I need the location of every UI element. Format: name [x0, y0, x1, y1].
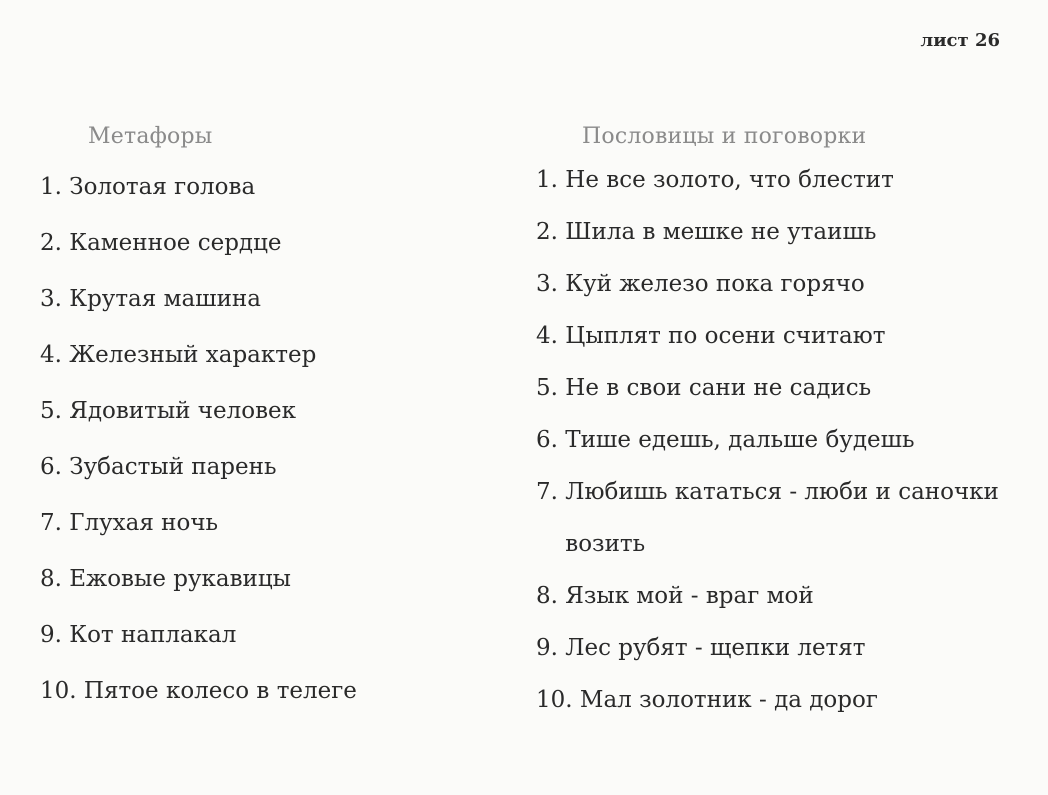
item-number: 3. — [536, 271, 566, 297]
item-number: 3. — [40, 286, 70, 312]
item-text: Глухая ночь — [69, 510, 219, 536]
item-number: 6. — [40, 454, 70, 480]
item-number: 7. — [536, 479, 566, 505]
item-number: 1. — [536, 167, 566, 193]
metaphor-item — [40, 621, 510, 677]
item-text: Кот наплакал — [69, 622, 237, 648]
metaphor-item — [40, 397, 510, 453]
item-number: 4. — [536, 323, 566, 349]
item-number: 9. — [536, 635, 566, 661]
proverb-item — [536, 635, 1026, 687]
item-text: Железный характер — [69, 342, 317, 368]
item-number: 2. — [40, 230, 70, 256]
metaphor-item — [40, 677, 510, 733]
item-number: 1. — [40, 174, 70, 200]
metaphor-item — [40, 285, 510, 341]
metaphor-item — [40, 509, 510, 565]
item-text: Зубастый парень — [69, 454, 277, 480]
item-number: 10. — [40, 678, 84, 704]
proverb-item — [536, 323, 1026, 375]
item-text: Каменное сердце — [69, 230, 282, 256]
item-text: Мал золотник - да дорог — [579, 687, 878, 713]
item-number: 8. — [40, 566, 70, 592]
metaphor-item — [40, 565, 510, 621]
proverbs-column — [536, 124, 1026, 739]
item-text: Не все золото, что блестит — [565, 167, 894, 193]
item-number: 2. — [536, 219, 566, 245]
item-number: 7. — [40, 510, 70, 536]
item-text: Язык мой - враг мой — [565, 583, 814, 609]
item-text: Пятое колесо в телеге — [83, 678, 357, 704]
item-text: Лес рубят - щепки летят — [565, 635, 866, 661]
item-text: Крутая машина — [69, 286, 261, 312]
proverb-item — [536, 271, 1026, 323]
item-text: Тише едешь, дальше будешь — [565, 427, 915, 453]
metaphors-list — [40, 173, 510, 733]
metaphor-item — [40, 229, 510, 285]
item-number: 9. — [40, 622, 70, 648]
item-text: Любишь кататься - люби и саночки возить — [565, 479, 999, 557]
item-number: 5. — [536, 375, 566, 401]
proverb-item — [536, 375, 1026, 427]
metaphors-column — [40, 124, 510, 733]
sheet-number: лист 26 — [920, 30, 1000, 51]
proverbs-heading: Пословицы и поговорки — [582, 124, 867, 149]
item-text: Не в свои сани не садись — [565, 375, 872, 401]
item-number: 6. — [536, 427, 566, 453]
proverb-item — [536, 583, 1026, 635]
item-number: 4. — [40, 342, 70, 368]
metaphor-item — [40, 341, 510, 397]
proverb-item — [536, 167, 1026, 219]
item-text: Ежовые рукавицы — [69, 566, 291, 592]
proverb-item — [536, 479, 1026, 583]
item-number: 5. — [40, 398, 70, 424]
item-text: Куй железо пока горячо — [565, 271, 865, 297]
proverbs-list — [536, 167, 1026, 739]
proverb-item — [536, 219, 1026, 271]
item-text: Цыплят по осени считают — [565, 323, 886, 349]
proverb-item — [536, 687, 1026, 739]
metaphor-item — [40, 173, 510, 229]
item-text: Золотая голова — [69, 174, 256, 200]
item-text: Ядовитый человек — [69, 398, 297, 424]
item-number: 8. — [536, 583, 566, 609]
item-number: 10. — [536, 687, 580, 713]
metaphors-heading: Метафоры — [88, 124, 213, 149]
metaphor-item — [40, 453, 510, 509]
item-text: Шила в мешке не утаишь — [565, 219, 877, 245]
